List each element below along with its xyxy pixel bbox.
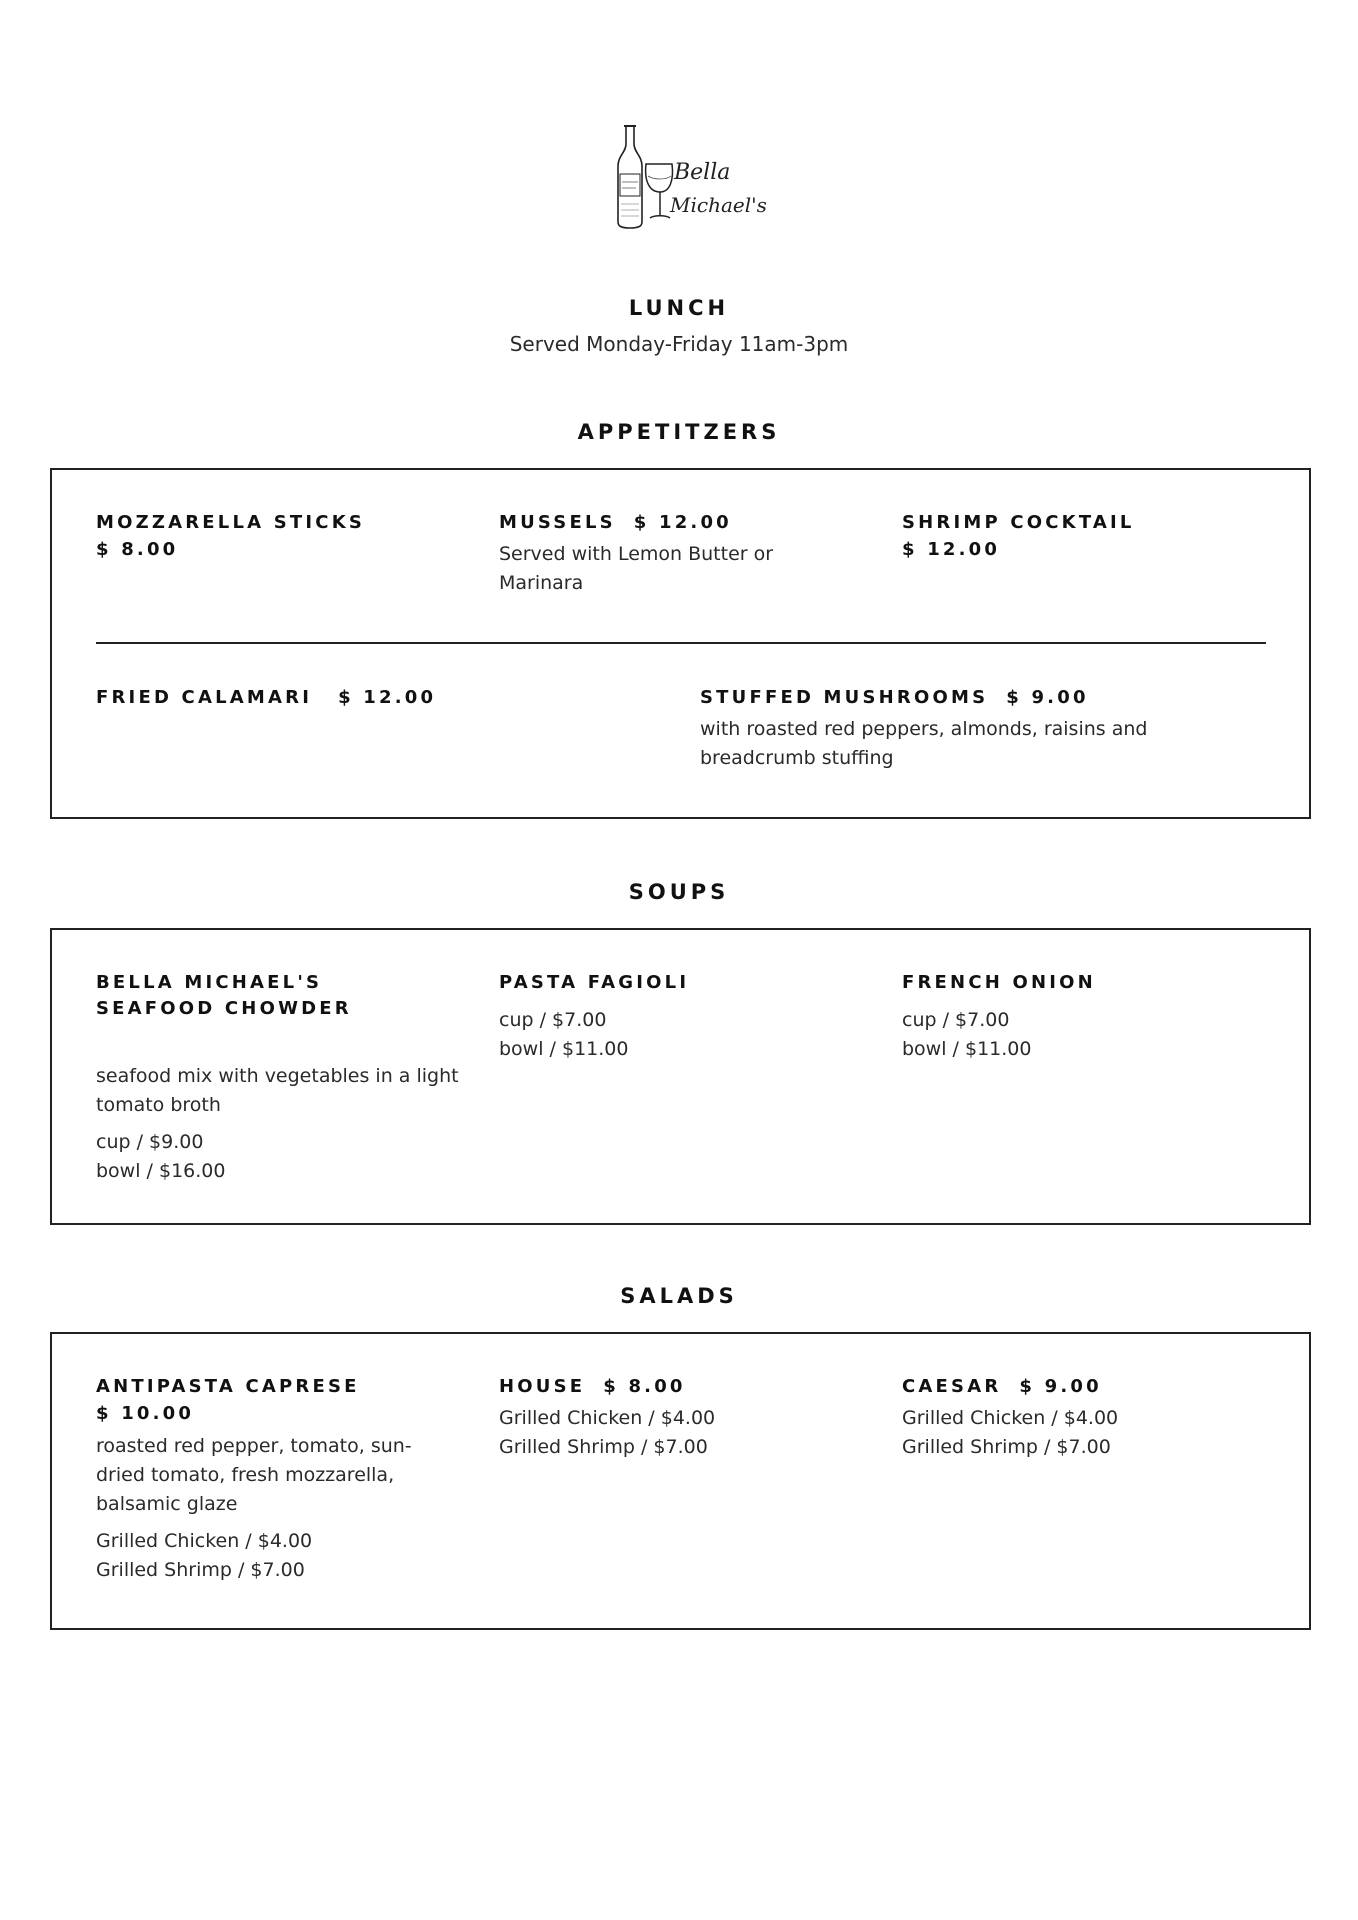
item-price: $ 12.00	[902, 539, 1001, 560]
item-price: $ 12.00	[338, 687, 437, 708]
appetizers-box	[50, 468, 1311, 819]
item-addon-chicken: Grilled Chicken / $4.00	[499, 1407, 716, 1429]
item-name-text: CAESAR	[902, 1376, 1002, 1397]
item-name: FRENCH ONION	[902, 972, 1096, 993]
item-name-line2: SEAFOOD CHOWDER	[96, 998, 352, 1019]
item-cup-price: cup / $7.00	[902, 1009, 1010, 1031]
salads-box	[50, 1332, 1311, 1630]
item-name	[499, 1374, 829, 1400]
item-description: roasted red pepper, tomato, sun-dried tomato, fresh mozzarella, balsamic glaze	[96, 1435, 412, 1515]
item-price: $ 10.00	[96, 1403, 195, 1424]
item-name: SHRIMP COCKTAIL	[902, 512, 1135, 533]
item-addon-chicken: Grilled Chicken / $4.00	[96, 1530, 313, 1552]
soups-heading: SOUPS	[628, 880, 730, 904]
item-name: BELLA MICHAEL'S	[96, 972, 323, 993]
item-addon-chicken: Grilled Chicken / $4.00	[902, 1407, 1119, 1429]
item-price: $ 8.00	[603, 1376, 686, 1397]
item-name: ANTIPASTA CAPRESE	[96, 1376, 360, 1397]
menu-item	[499, 510, 829, 598]
item-price: $ 8.00	[96, 539, 179, 560]
item-name	[499, 510, 829, 536]
item-description: seafood mix with vegetables in a light tomato broth	[96, 1065, 459, 1116]
item-bowl-price: bowl / $16.00	[96, 1160, 226, 1182]
restaurant-logo	[612, 124, 767, 234]
wine-bottle-glass-icon	[612, 124, 767, 234]
item-price: $ 9.00	[1019, 1376, 1102, 1397]
item-description: Served with Lemon Butter or Marinara	[499, 543, 774, 594]
item-name-text: MUSSELS	[499, 512, 616, 533]
appetizers-heading: APPETITZERS	[577, 420, 781, 444]
item-name	[902, 1374, 1272, 1400]
menu-item	[902, 970, 1272, 1064]
menu-item	[96, 970, 466, 1186]
item-bowl-price: bowl / $11.00	[902, 1038, 1032, 1060]
menu-item	[902, 510, 1272, 564]
item-name	[700, 685, 1240, 711]
item-name: PASTA FAGIOLI	[499, 972, 690, 993]
item-name: MOZZARELLA STICKS	[96, 512, 366, 533]
logo-script-bella: Bella	[674, 160, 731, 185]
divider	[96, 642, 1266, 644]
menu-subtitle: Served Monday-Friday 11am-3pm	[509, 332, 849, 356]
soups-box	[50, 928, 1311, 1225]
menu-item	[700, 685, 1240, 773]
menu-item	[499, 1374, 829, 1462]
item-name-text: FRIED CALAMARI	[96, 687, 313, 708]
menu-item	[96, 685, 656, 711]
item-name-text: STUFFED MUSHROOMS	[700, 687, 989, 708]
menu-item	[902, 1374, 1272, 1462]
item-addon-shrimp: Grilled Shrimp / $7.00	[499, 1436, 708, 1458]
item-name	[96, 685, 656, 711]
item-description: with roasted red peppers, almonds, raisins and breadcrumb stuffing	[700, 718, 1148, 769]
menu-title: LUNCH	[628, 296, 730, 320]
item-bowl-price: bowl / $11.00	[499, 1038, 629, 1060]
item-name-text: HOUSE	[499, 1376, 586, 1397]
item-addon-shrimp: Grilled Shrimp / $7.00	[902, 1436, 1111, 1458]
menu-item	[96, 510, 466, 564]
item-price: $ 9.00	[1006, 687, 1089, 708]
item-cup-price: cup / $7.00	[499, 1009, 607, 1031]
menu-item	[96, 1374, 466, 1585]
item-addon-shrimp: Grilled Shrimp / $7.00	[96, 1559, 305, 1581]
logo-script-michaels: Michael's	[670, 193, 767, 217]
menu-item	[499, 970, 829, 1064]
salads-heading: SALADS	[620, 1284, 738, 1308]
item-price: $ 12.00	[633, 512, 732, 533]
item-cup-price: cup / $9.00	[96, 1131, 204, 1153]
